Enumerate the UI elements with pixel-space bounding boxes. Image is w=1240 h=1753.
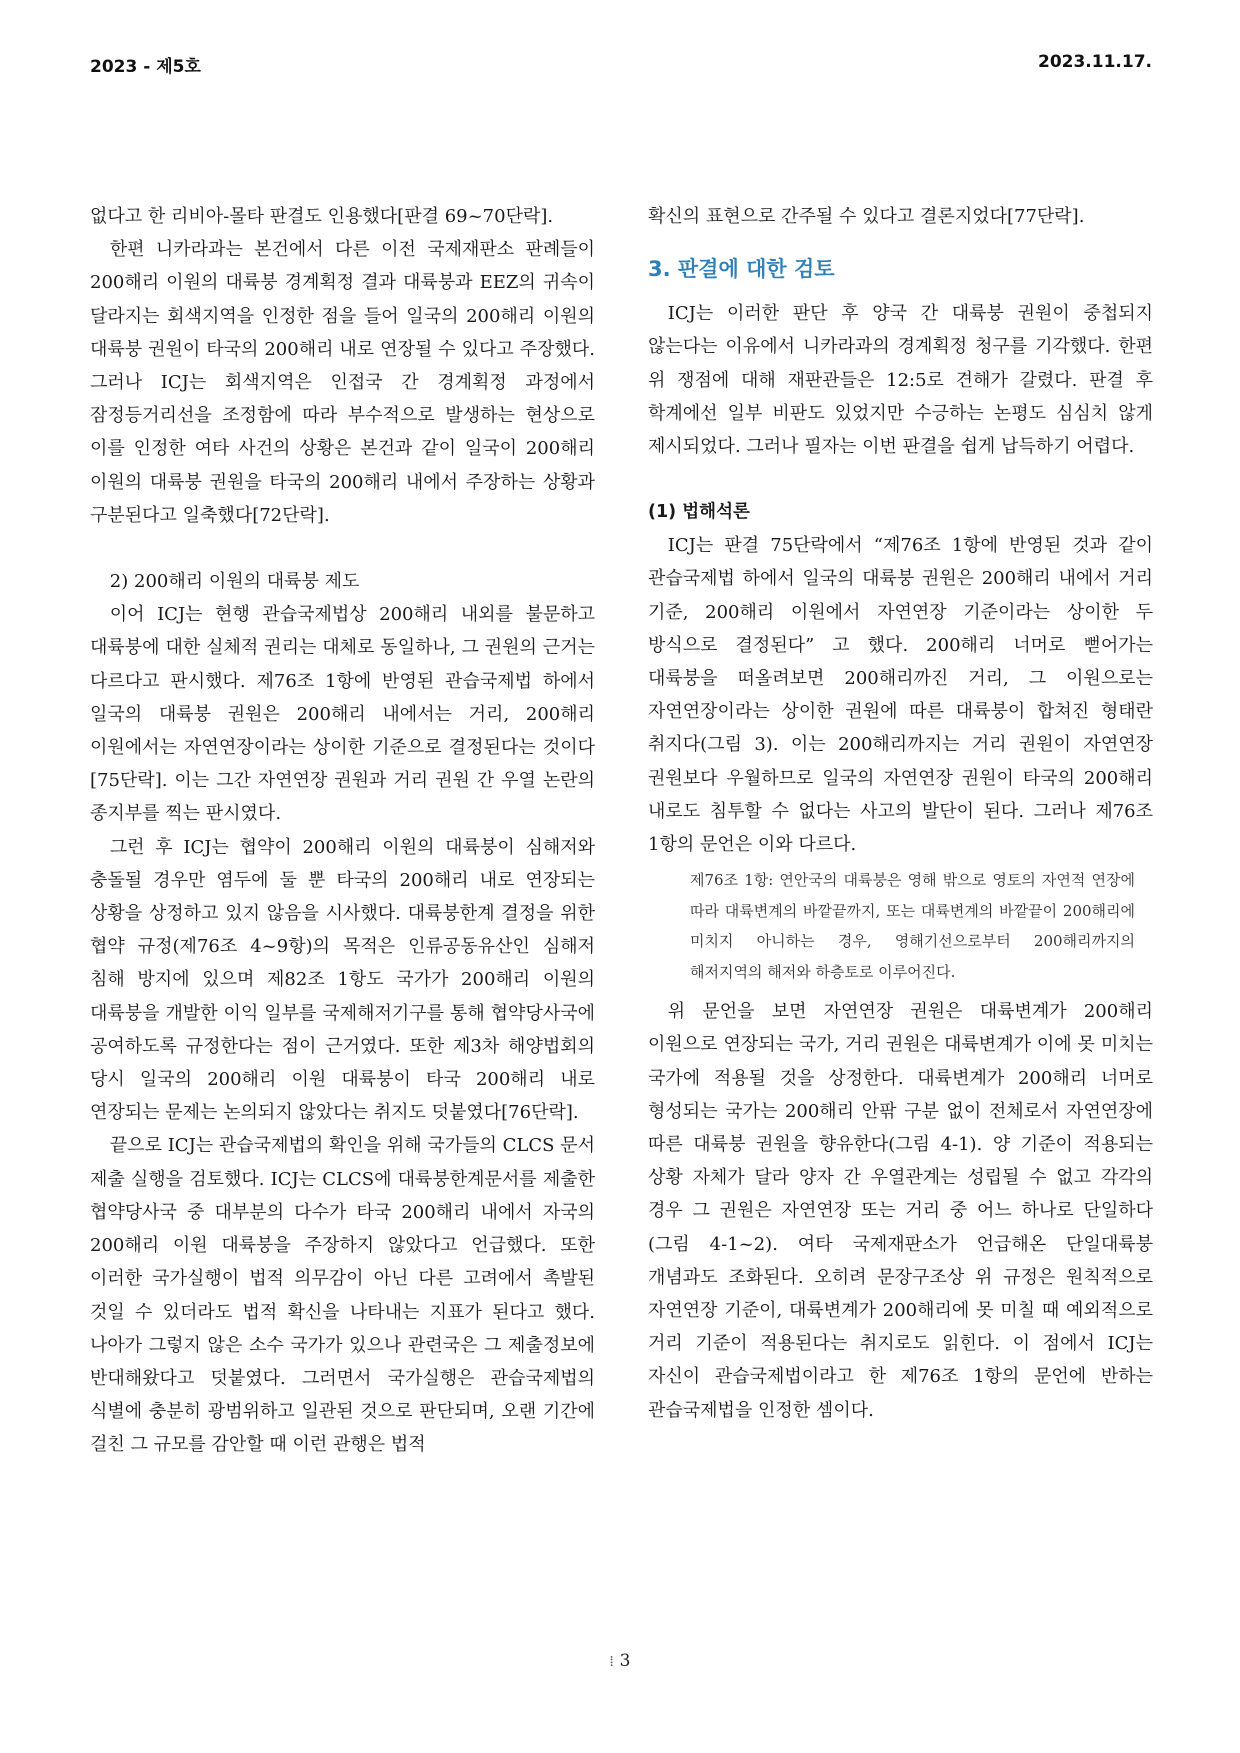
left-column bbox=[90, 200, 595, 1462]
issue-number: 2023 - 제5호 bbox=[90, 57, 201, 77]
page-footer bbox=[0, 1651, 1240, 1671]
sub-heading: 2) 200해리 이원의 대륙붕 제도 bbox=[109, 571, 360, 593]
paragraph: 이어 ICJ는 현행 관습국제법상 200해리 내외를 불문하고 대륙붕에 대한 실체적 권리는 대체로 동일하나, 그 권원의 근거는 다르다고 판시했다. 제76조 1항에 반영된 관습국제법 하에서 일국의 대륙붕 권원은 200해리 내에서는 거리, 200해리 이원에서는 자연연장이라는 상이한 기준으로 결정된다는 것이다[75단락]. 이는 그간 자연연장 권원과 거리 권원 간 우열 논란의 종지부를 찍는 판시였다. bbox=[90, 604, 595, 825]
paragraph: ICJ는 판결 75단락에서 “제76조 1항에 반영된 것과 같이 관습국제법 하에서 일국의 대륙붕 권원은 200해리 내에서 거리 기준, 200해리 이원에서 자연연장 기준이라는 상이한 두 방식으로 결정된다” 고 했다. 200해리 너머로 뻗어가는 대륙붕을 떠올려보면 200해리까진 거리, 그 이원으로는 자연연장이라는 상이한 권원에 따른 대륙붕이 합쳐진 형태란 취지다(그림 3). 이는 200해리까지는 거리 권원이 자연연장 권원보다 우월하므로 일국의 자연연장 권원이 타국의 200해리 내로도 침투할 수 없다는 사고의 발단이 된다. 그러나 제76조 1항의 문언은 이와 다르다. bbox=[648, 535, 1153, 856]
paragraph: 그런 후 ICJ는 협약이 200해리 이원의 대륙붕이 심해저와 충돌될 경우만 염두에 둘 뿐 타국의 200해리 내로 연장되는 상황을 상정하고 있지 않음을 시사했다. 대륙붕한계 결정을 위한 협약 규정(제76조 4~9항)의 목적은 인류공동유산인 심해저 침해 방지에 있으며 제82조 1항도 국가가 200해리 이원의 대륙붕을 개발한 이익 일부를 국제해저기구를 통해 협약당사국에 공여하도록 규정한다는 점이 근거였다. 또한 제3차 해양법회의 당시 일국의 200해리 이원 대륙붕이 타국 200해리 내로 연장되는 문제는 논의되지 않았다는 취지도 덧붙였다[76단락]. bbox=[90, 836, 595, 1124]
section-title: 3. 판결에 대한 검토 bbox=[648, 257, 835, 282]
issue-date: 2023.11.17. bbox=[1037, 52, 1152, 72]
footer-mark-icon: ⁞ bbox=[609, 1652, 614, 1670]
sub-heading: (1) 법해석론 bbox=[648, 502, 750, 523]
paragraph: ICJ는 이러한 판단 후 양국 간 대륙붕 권원이 중첩되지 않는다는 이유에서 니카라과의 경계획정 청구를 기각했다. 한편 위 쟁점에 대해 재판관들은 12:5로 견해가 갈렸다. 판결 후 학계에선 일부 비판도 있었지만 수긍하는 논평도 심심치 않게 제시되었다. 그러나 필자는 이번 판결을 쉽게 납득하기 어렵다. bbox=[648, 303, 1153, 458]
paragraph: 위 문언을 보면 자연연장 권원은 대륙변계가 200해리 이원으로 연장되는 국가, 거리 권원은 대륙변계가 이에 못 미치는 국가에 적용될 것을 상정한다. 대륙변계가 200해리 너머로 형성되는 국가는 200해리 안팎 구분 없이 전체로서 자연연장에 따른 대륙붕 권원을 향유한다(그림 4-1). 양 기준이 적용되는 상황 자체가 달라 양자 간 우열관계는 성립될 수 없고 각각의 경우 그 권원은 자연연장 또는 거리 중 어느 하나로 단일하다(그림 4-1~2). 여타 국제재판소가 언급해온 단일대륙붕 개념과도 조화된다. 오히려 문장구조상 위 규정은 원칙적으로 자연연장 기준이, 대륙변계가 200해리에 못 미칠 때 예외적으로 거리 기준이 적용된다는 취지로도 읽힌다. 이 점에서 ICJ는 자신이 관습국제법이라고 한 제76조 1항의 문언에 반하는 관습국제법을 인정한 셈이다. bbox=[648, 1001, 1153, 1421]
paragraph: 없다고 한 리비아-몰타 판결도 인용했다[판결 69~70단락]. bbox=[90, 206, 554, 227]
paragraph: 끝으로 ICJ는 관습국제법의 확인을 위해 국가들의 CLCS 문서 제출 실행을 검토했다. ICJ는 CLCS에 대륙붕한계문서를 제출한 협약당사국 중 대부분의 다수가 타국 200해리 내에서 자국의 200해리 이원 대륙붕을 주장하지 않았다고 언급했다. 또한 이러한 국가실행이 법적 의무감이 아닌 다른 고려에서 촉발된 것일 수 있더라도 법적 확신을 나타내는 지표가 된다고 했다. 나아가 그렇지 않은 소수 국가가 있으나 관련국은 그 제출정보에 반대해왔다고 덧붙였다. 그러면서 국가실행은 관습국제법의 식별에 충분히 광범위하고 일관된 것으로 판단되며, 오랜 기간에 걸친 그 규모를 감안할 때 이런 관행은 법적 bbox=[90, 1135, 595, 1456]
page-number: 3 bbox=[619, 1651, 631, 1671]
paragraph: 확신의 표현으로 간주될 수 있다고 결론지었다[77단락]. bbox=[648, 206, 1085, 227]
paragraph: 한편 니카라과는 본건에서 다른 이전 국제재판소 판례들이 200해리 이원의 대륙붕 경계획정 결과 대륙붕과 EEZ의 귀속이 달라지는 회색지역을 인정한 점을 들어 일국의 200해리 이원의 대륙붕 권원이 타국의 200해리 내로 연장될 수 있다고 주장했다. 그러나 ICJ는 회색지역은 인접국 간 경계획정 과정에서 잠정등거리선을 조정함에 따라 부수적으로 발생하는 현상으로 이를 인정한 여타 사건의 상황은 본건과 같이 일국이 200해리 이원의 대륙붕 권원을 타국의 200해리 내에서 주장하는 상황과 구분된다고 일축했다[72단락]. bbox=[90, 239, 595, 526]
right-column bbox=[648, 200, 1153, 1427]
article-quote: 제76조 1항: 연안국의 대륙붕은 영해 밖으로 영토의 자연적 연장에 따라 대륙변계의 바깥끝까지, 또는 대륙변계의 바깥끝이 200해리에 미치지 아니하는 경우, 영해기선으로부터 200해리까지의 해저지역의 해저와 하층토로 이루어진다. bbox=[690, 871, 1135, 981]
